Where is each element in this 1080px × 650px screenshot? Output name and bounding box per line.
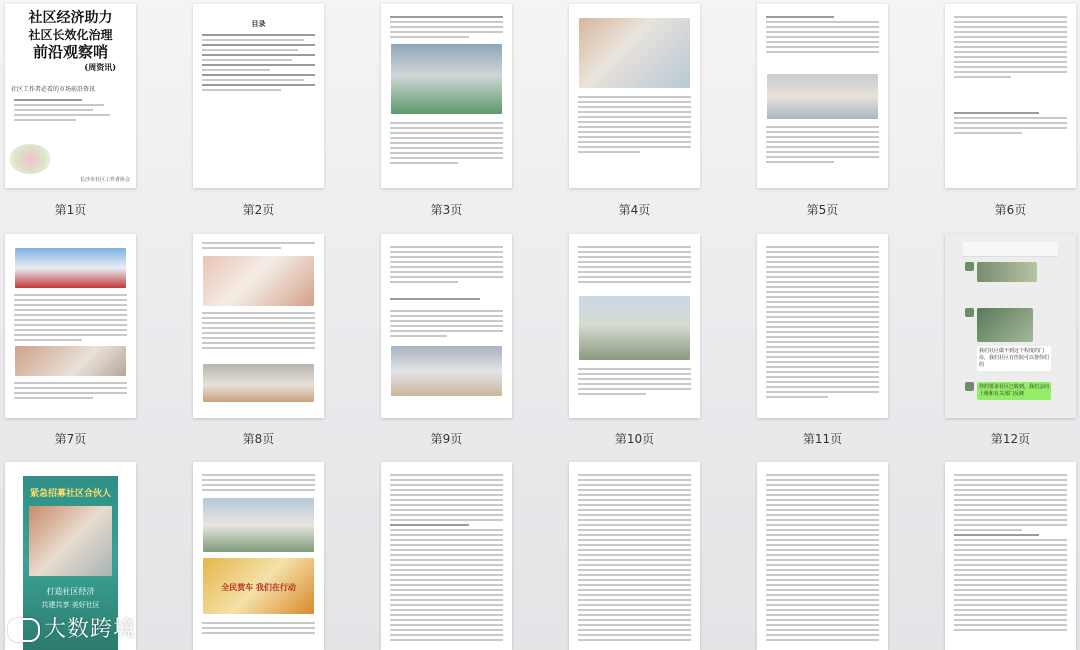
page-label-2: 第2页 [242,203,275,217]
page13-slogan2: 共建共享 美好社区 [41,601,100,609]
page-thumbnail-3[interactable] [381,4,512,188]
page-thumbnail-1[interactable] [5,4,136,188]
page-thumbnail-7[interactable] [5,234,136,418]
page-thumbnail-6[interactable] [945,4,1076,188]
chat-avatar [965,308,974,317]
cover-title-line2: 社区长效化治理 [28,28,113,42]
watermark-logo-icon [8,618,40,642]
chat-header [963,242,1058,257]
page-thumbnail-18[interactable] [945,462,1076,650]
page-photo [203,256,314,306]
page-thumbnail-8[interactable] [193,234,324,418]
page-photo [391,44,502,114]
page-label-5: 第5页 [806,203,839,217]
page-thumbnail-14[interactable] [193,462,324,650]
chat-avatar [965,382,974,391]
page-photo [15,248,126,288]
page-photo [203,498,314,552]
page-thumbnail-5[interactable] [757,4,888,188]
page13-slogan1: 打造社区经济 [46,587,95,596]
page-photo [15,346,126,376]
chat-avatar [965,262,974,271]
page-photo [203,364,314,402]
cover-subtitle: (周资讯) [84,62,116,72]
chat-bubble-reply: 你的要求社区已收到，我们会向上级和有关部门反映 [977,382,1051,400]
chat-video [977,308,1033,342]
page-label-3: 第3页 [430,203,463,217]
toc-title: 目录 [251,20,266,28]
page-thumbnail-4[interactable] [569,4,700,188]
page-thumbnail-17[interactable] [757,462,888,650]
page-label-4: 第4页 [618,203,651,217]
cover-title-line3: 前沿观察哨 [32,43,108,61]
page-thumbnail-12[interactable] [945,234,1076,418]
page-label-7: 第7页 [54,432,87,446]
page-label-9: 第9页 [430,432,463,446]
page-label-1: 第1页 [54,203,87,217]
page-photo [391,346,502,396]
page-label-6: 第6页 [994,203,1027,217]
cover-title-line1: 社区经济助力 [28,10,113,26]
page-label-11: 第11页 [802,432,843,446]
page-thumbnail-16[interactable] [569,462,700,650]
page-thumbnail-2[interactable] [193,4,324,188]
page-photo [579,296,690,360]
page-label-8: 第8页 [242,432,275,446]
chat-video [977,262,1037,282]
chat-bubble-message: 我们社区做不到这个程度的门诊，我们社区有医院可以帮你们的 [977,346,1051,371]
page-thumbnail-11[interactable] [757,234,888,418]
page13-banner: 紧急招募社区合伙人 [29,489,111,499]
page-label-10: 第10页 [614,432,655,446]
watermark-text: 大数跨境 [44,617,137,642]
page-photo [579,18,690,88]
cover-footer: 长沙市社区工作者协会 [79,177,130,183]
page-thumbnail-9[interactable] [381,234,512,418]
cover-illustration [9,144,51,174]
page-label-12: 第12页 [990,432,1031,446]
page14-caption: 全民赏车 我们在行动 [221,583,296,592]
page-thumbnail-10[interactable] [569,234,700,418]
page-thumbnail-15[interactable] [381,462,512,650]
page13-photo [29,506,112,576]
cover-description: 社区工作者必看的市场前沿资讯 [11,86,96,93]
watermark [8,612,136,643]
page-photo [767,74,878,119]
